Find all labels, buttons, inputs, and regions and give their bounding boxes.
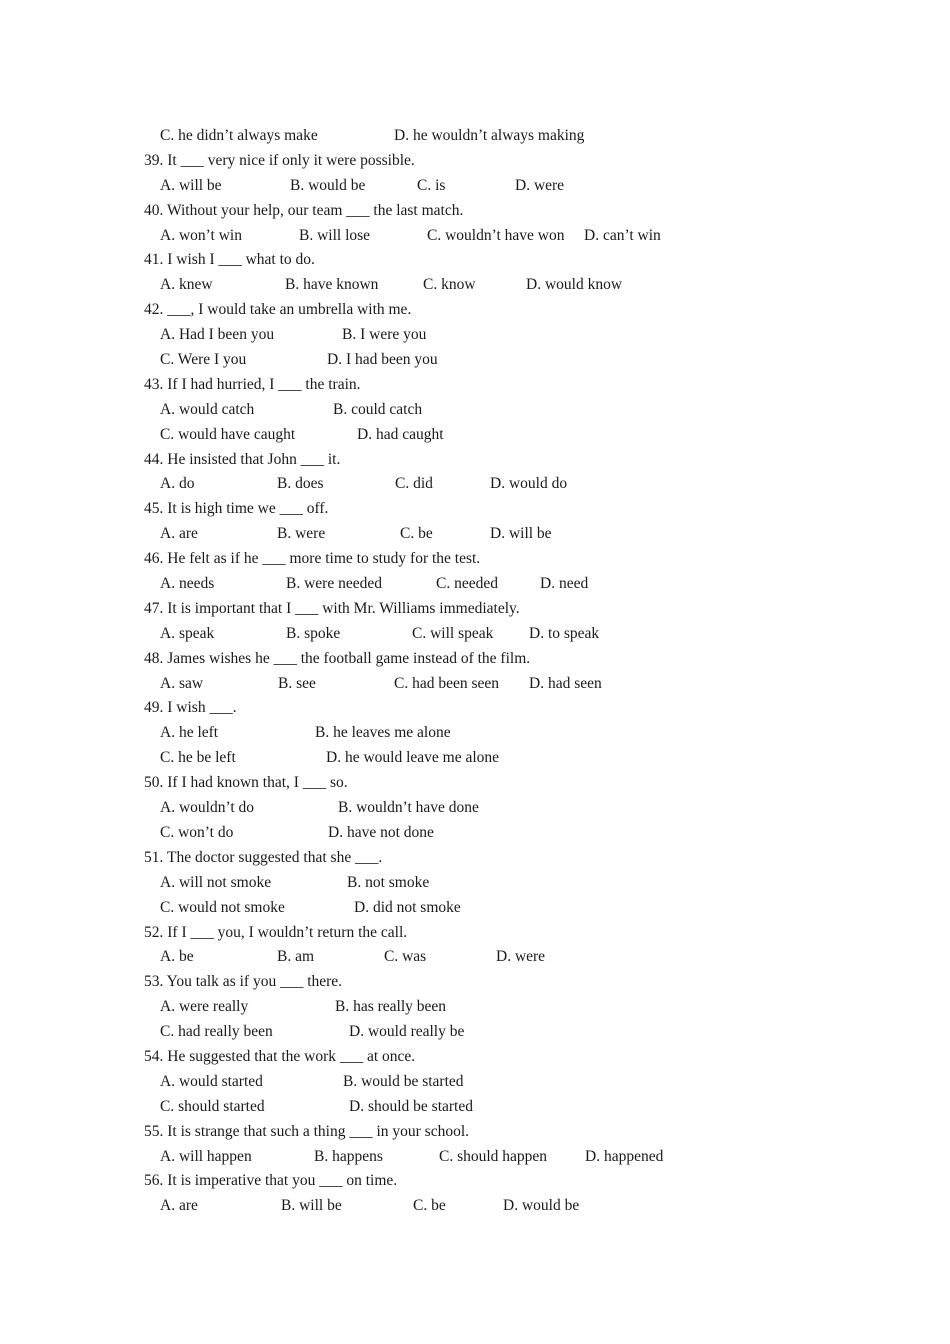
answer-option: D. he would leave me alone	[326, 749, 500, 767]
answer-option: A. will not smoke	[160, 873, 272, 891]
question-text: 48. James wishes he ___ the football game instead of the film.	[144, 649, 531, 667]
answer-option: D. will be	[490, 525, 552, 543]
answer-option: B. has really been	[335, 998, 447, 1016]
options-row	[144, 1020, 844, 1045]
answer-option: C. needed	[436, 575, 498, 593]
answer-option: D. can’t win	[584, 226, 661, 244]
answer-option: C. had really been	[160, 1023, 273, 1041]
answer-option: C. he be left	[160, 749, 236, 767]
answer-option: A. will be	[160, 176, 222, 194]
question-text: 46. He felt as if he ___ more time to study for the test.	[144, 550, 481, 568]
options-row	[144, 273, 844, 298]
answer-option: C. he didn’t always make	[160, 127, 318, 144]
options-row	[144, 871, 844, 896]
options-row	[144, 821, 844, 846]
answer-option: C. is	[417, 176, 446, 194]
answer-option: D. have not done	[328, 823, 434, 841]
options-row	[144, 174, 844, 199]
options-row	[144, 423, 844, 448]
answer-option: D. he wouldn’t always making	[394, 127, 585, 144]
answer-option: C. wouldn’t have won	[427, 226, 565, 244]
question-text: 50. If I had known that, I ___ so.	[144, 774, 348, 792]
answer-option: C. Were I you	[160, 351, 247, 369]
answer-option: C. would not smoke	[160, 898, 285, 916]
answer-option: D. would do	[490, 475, 568, 493]
answer-option: A. will happen	[160, 1147, 252, 1165]
question-text: 52. If I ___ you, I wouldn’t return the call.	[144, 923, 408, 941]
options-row	[144, 124, 844, 149]
answer-option: A. are	[160, 1197, 198, 1215]
answer-option: C. won’t do	[160, 823, 234, 841]
answer-option: D. had caught	[357, 425, 444, 443]
answer-option: A. he left	[160, 724, 219, 742]
answer-option: C. know	[423, 276, 476, 294]
answer-option: D. should be started	[349, 1097, 473, 1115]
options-row	[144, 348, 844, 373]
answer-option: B. am	[277, 948, 315, 966]
options-row	[144, 398, 844, 423]
answer-option: B. not smoke	[347, 873, 430, 891]
answer-option: D. would really be	[349, 1023, 465, 1041]
answer-option: C. be	[413, 1197, 446, 1215]
question-text: 54. He suggested that the work ___ at once.	[144, 1047, 416, 1065]
options-row	[144, 1070, 844, 1095]
options-row	[144, 472, 844, 497]
question-text: 55. It is strange that such a thing ___ in your school.	[144, 1122, 470, 1140]
question-text: 51. The doctor suggested that she ___.	[144, 848, 383, 866]
question-text: 44. He insisted that John ___ it.	[144, 450, 341, 468]
answer-option: B. he leaves me alone	[315, 724, 451, 742]
question-text: 53. You talk as if you ___ there.	[144, 973, 343, 991]
answer-option: B. does	[277, 475, 324, 493]
answer-option: B. spoke	[286, 624, 341, 642]
answer-option: D. would be	[503, 1197, 580, 1215]
document-body	[144, 124, 844, 1219]
answer-option: B. I were you	[342, 326, 427, 344]
answer-option: D. happened	[585, 1147, 664, 1165]
options-row	[144, 896, 844, 921]
answer-option: D. were	[496, 948, 546, 966]
answer-option: A. would started	[160, 1072, 263, 1090]
answer-option: A. needs	[160, 575, 215, 593]
answer-option: C. should happen	[439, 1147, 548, 1165]
answer-option: C. will speak	[412, 624, 494, 642]
options-row	[144, 796, 844, 821]
answer-option: B. would be	[290, 176, 366, 194]
answer-option: A. won’t win	[160, 226, 242, 244]
answer-option: B. could catch	[333, 400, 423, 418]
answer-option: D. to speak	[529, 624, 600, 642]
answer-option: D. had seen	[529, 674, 602, 692]
answer-option: A. speak	[160, 624, 215, 642]
answer-option: B. wouldn’t have done	[338, 799, 479, 817]
question-text: 47. It is important that I ___ with Mr. Williams immediately.	[144, 599, 520, 617]
answer-option: C. did	[395, 475, 433, 493]
options-row	[144, 945, 844, 970]
answer-option: D. were	[515, 176, 565, 194]
question-text: 42. ___, I would take an umbrella with me.	[144, 301, 412, 319]
answer-option: A. do	[160, 475, 195, 493]
question-text: 43. If I had hurried, I ___ the train.	[144, 375, 361, 393]
answer-option: C. be	[400, 525, 433, 543]
options-row	[144, 323, 844, 348]
options-row	[144, 672, 844, 697]
question-text: 39. It ___ very nice if only it were possible.	[144, 151, 415, 169]
answer-option: A. would catch	[160, 400, 255, 418]
answer-option: A. were really	[160, 998, 249, 1016]
answer-option: B. happens	[314, 1147, 383, 1165]
options-row	[144, 1194, 844, 1219]
answer-option: A. wouldn’t do	[160, 799, 255, 817]
options-row	[144, 224, 844, 249]
answer-option: D. need	[540, 575, 589, 593]
options-row	[144, 746, 844, 771]
question-text: 41. I wish I ___ what to do.	[144, 251, 315, 269]
options-row	[144, 622, 844, 647]
options-row	[144, 522, 844, 547]
answer-option: D. did not smoke	[354, 898, 461, 916]
answer-option: B. will lose	[299, 226, 371, 244]
question-text: 45. It is high time we ___ off.	[144, 500, 329, 518]
answer-option: A. are	[160, 525, 198, 543]
answer-option: B. see	[278, 674, 316, 692]
answer-option: C. would have caught	[160, 425, 296, 443]
options-row	[144, 1095, 844, 1120]
answer-option: B. were needed	[286, 575, 382, 593]
answer-option: D. I had been you	[327, 351, 438, 369]
answer-option: B. will be	[281, 1197, 342, 1215]
options-row	[144, 721, 844, 746]
options-row	[144, 572, 844, 597]
answer-option: D. would know	[526, 276, 623, 294]
answer-option: A. saw	[160, 674, 204, 692]
options-row	[144, 1145, 844, 1170]
answer-option: A. be	[160, 948, 194, 966]
answer-option: B. have known	[285, 276, 379, 294]
answer-option: C. had been seen	[394, 674, 500, 692]
answer-option: C. was	[384, 948, 427, 966]
answer-option: B. were	[277, 525, 326, 543]
answer-option: B. would be started	[343, 1072, 464, 1090]
options-row	[144, 995, 844, 1020]
answer-option: A. knew	[160, 276, 213, 294]
question-text: 56. It is imperative that you ___ on time.	[144, 1172, 398, 1190]
question-text: 49. I wish ___.	[144, 699, 237, 717]
answer-option: A. Had I been you	[160, 326, 275, 344]
question-text: 40. Without your help, our team ___ the last match.	[144, 201, 464, 219]
answer-option: C. should started	[160, 1097, 265, 1115]
